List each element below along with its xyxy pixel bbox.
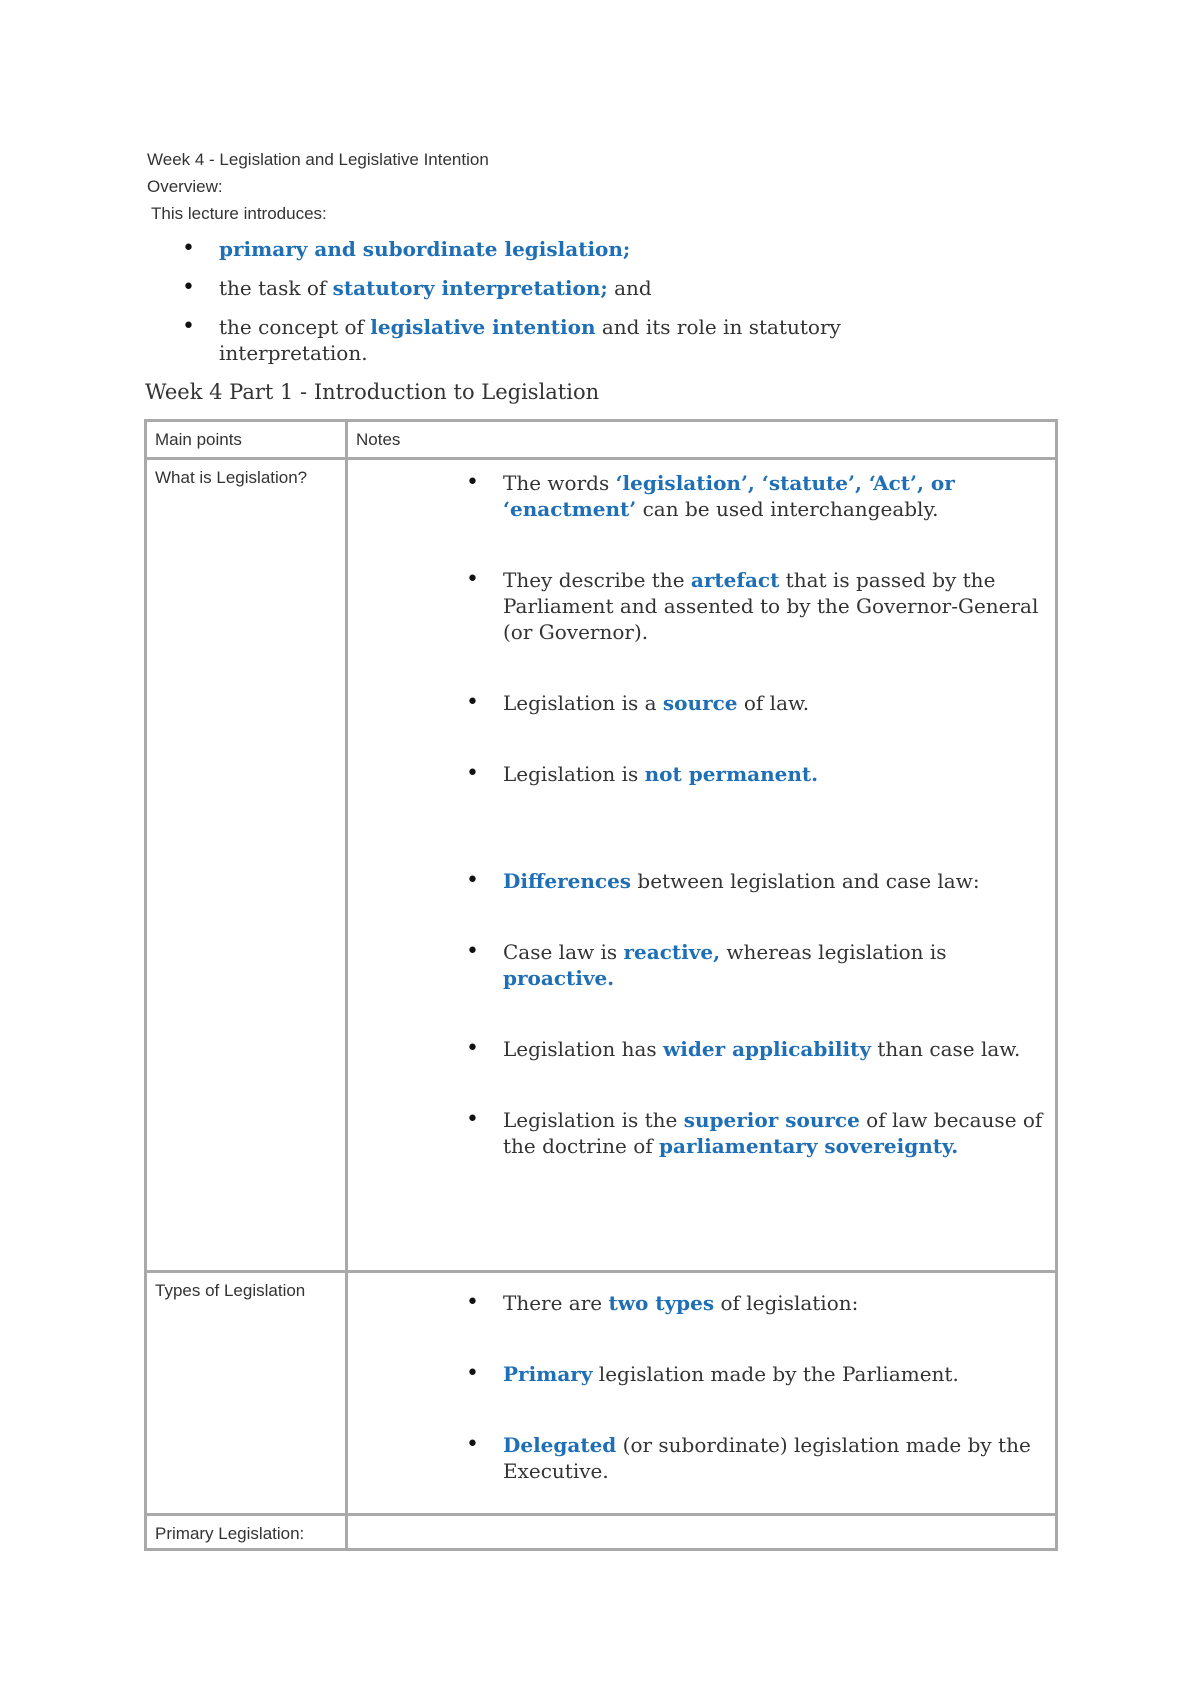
table-row bbox=[146, 1515, 1057, 1550]
highlighted-term: wider applicability bbox=[663, 1037, 871, 1061]
highlighted-term: proactive. bbox=[503, 966, 615, 990]
notes-table bbox=[144, 419, 1058, 1551]
bullet-item bbox=[466, 470, 1047, 522]
bullet-text: of law because of the doctrine of bbox=[503, 1108, 1043, 1158]
bullet-text: between legislation and case law: bbox=[631, 869, 980, 893]
overview-label: Overview: bbox=[147, 177, 223, 196]
bullet-item bbox=[466, 1432, 1047, 1484]
intro-text: This lecture introduces: bbox=[151, 204, 327, 223]
bullet-text: the concept of bbox=[219, 315, 371, 339]
bullet-item bbox=[466, 690, 1047, 716]
bullet-text: of law. bbox=[737, 691, 810, 715]
highlighted-term: Differences bbox=[503, 869, 632, 893]
bullet-text: Legislation has bbox=[503, 1037, 664, 1061]
highlighted-term: parliamentary sovereignty. bbox=[659, 1134, 959, 1158]
bullet-text: can be used interchangeably. bbox=[636, 497, 939, 521]
notes-list bbox=[348, 1290, 1055, 1484]
bullet-item bbox=[466, 567, 1047, 645]
bullet-item bbox=[466, 1290, 1047, 1316]
main-point-label: What is Legislation? bbox=[155, 468, 308, 487]
header-main-points: Main points bbox=[155, 430, 242, 449]
bullet-text: legislation made by the Parliament. bbox=[592, 1362, 959, 1386]
bullet-item bbox=[466, 868, 1047, 894]
header-notes: Notes bbox=[356, 430, 401, 449]
bullet-text: Legislation is the bbox=[503, 1108, 684, 1132]
bullet-text: whereas legislation is bbox=[720, 940, 947, 964]
bullet-item bbox=[182, 314, 942, 366]
highlighted-term: Delegated bbox=[503, 1433, 617, 1457]
bullet-text: of legislation: bbox=[714, 1291, 859, 1315]
bullet-item bbox=[182, 275, 942, 301]
notes-cell bbox=[347, 1515, 1057, 1550]
bullet-text: The words bbox=[503, 471, 616, 495]
bullet-item bbox=[466, 761, 1047, 787]
bullet-item bbox=[466, 1361, 1047, 1387]
main-point-cell bbox=[146, 459, 347, 1272]
bullet-text: and its role in statutory interpretation. bbox=[219, 315, 841, 365]
highlighted-term: not permanent. bbox=[644, 762, 819, 786]
bullet-text: There are bbox=[503, 1291, 609, 1315]
bullet-text: than case law. bbox=[870, 1037, 1021, 1061]
highlighted-term: two types bbox=[608, 1291, 715, 1315]
header-cell-notes bbox=[347, 421, 1057, 459]
bullet-text: Case law is bbox=[503, 940, 624, 964]
bullet-item bbox=[466, 939, 1047, 991]
highlighted-term: superior source bbox=[683, 1108, 860, 1132]
highlighted-term: reactive, bbox=[623, 940, 721, 964]
highlighted-term: Primary bbox=[503, 1362, 593, 1386]
bullet-text: the task of bbox=[219, 276, 333, 300]
bullet-text: and bbox=[607, 276, 652, 300]
overview-list bbox=[182, 236, 942, 379]
table-header-row bbox=[146, 421, 1057, 459]
highlighted-term: source bbox=[662, 691, 738, 715]
table-row bbox=[146, 459, 1057, 1272]
part-heading: Week 4 Part 1 - Introduction to Legislation bbox=[145, 380, 600, 404]
header-cell-main-points bbox=[146, 421, 347, 459]
bullet-text: They describe the bbox=[503, 568, 691, 592]
highlighted-term: artefact bbox=[690, 568, 780, 592]
highlighted-term: primary and subordinate legislation; bbox=[219, 237, 631, 261]
table-row bbox=[146, 1272, 1057, 1515]
bullet-item bbox=[182, 236, 942, 262]
notes-cell bbox=[347, 1272, 1057, 1515]
main-point-cell bbox=[146, 1515, 347, 1550]
document-header bbox=[147, 146, 489, 227]
bullet-text: Legislation is a bbox=[503, 691, 663, 715]
bullet-text: that is passed by the Parliament and assented to by the Governor-General (or Governor). bbox=[503, 568, 1039, 644]
main-point-label: Types of Legislation bbox=[155, 1281, 306, 1300]
bullet-text: (or subordinate) legislation made by the Executive. bbox=[503, 1433, 1031, 1483]
highlighted-term: ‘legislation’, ‘statute’, ‘Act’, or ‘enactment’ bbox=[503, 471, 955, 521]
bullet-text: Legislation is bbox=[503, 762, 645, 786]
bullet-item bbox=[466, 1036, 1047, 1062]
highlighted-term: legislative intention bbox=[370, 315, 596, 339]
bullet-item bbox=[466, 1107, 1047, 1159]
notes-list bbox=[348, 470, 1055, 1159]
main-point-label: Primary Legislation: bbox=[155, 1524, 305, 1543]
highlighted-term: statutory interpretation; bbox=[332, 276, 608, 300]
main-point-cell bbox=[146, 1272, 347, 1515]
document-title: Week 4 - Legislation and Legislative Intention bbox=[147, 150, 489, 169]
notes-cell bbox=[347, 459, 1057, 1272]
